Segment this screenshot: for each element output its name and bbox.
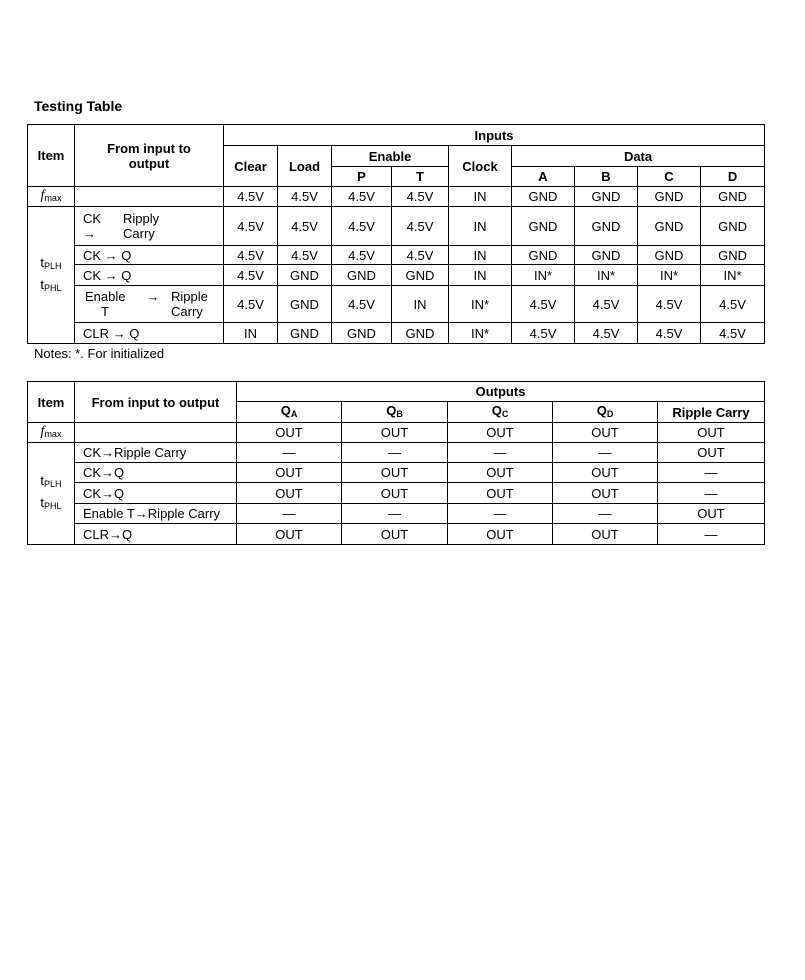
header-item: Item xyxy=(28,125,75,187)
value-cell: GND xyxy=(392,265,449,286)
value-cell: OUT xyxy=(553,524,658,545)
header-qd xyxy=(553,402,658,423)
value-cell: 4.5V xyxy=(638,323,701,344)
value-cell: 4.5V xyxy=(392,187,449,207)
header-ripple-carry: Ripple Carry xyxy=(658,402,765,423)
value-cell: IN xyxy=(449,265,512,286)
value-cell: OUT xyxy=(553,483,658,504)
from-cell: CLR → Q xyxy=(75,323,224,344)
value-cell: GND xyxy=(701,207,765,246)
value-cell: IN* xyxy=(449,323,512,344)
tplh-sub: PLH xyxy=(44,479,62,489)
tphl-label xyxy=(28,277,74,296)
from-part: T xyxy=(101,304,109,319)
from-cell: CK→Ripple Carry xyxy=(75,443,237,463)
header-data: Data xyxy=(512,146,765,167)
value-cell: IN* xyxy=(701,265,765,286)
from-grid xyxy=(83,211,223,241)
value-cell: — xyxy=(237,443,342,463)
from-cell: CK→Q xyxy=(75,483,237,504)
header-qc-sub: C xyxy=(501,408,509,419)
table-row-fmax xyxy=(28,423,765,443)
tplh-sub: PLH xyxy=(44,260,62,271)
item-fmax xyxy=(28,423,75,443)
page-title: Testing Table xyxy=(34,98,123,114)
header-qd-label: Q xyxy=(596,402,607,418)
value-cell: 4.5V xyxy=(224,207,278,246)
header-qa-label: Q xyxy=(280,402,291,418)
value-cell: — xyxy=(342,504,448,524)
value-cell: 4.5V xyxy=(224,187,278,207)
value-cell: OUT xyxy=(237,463,342,483)
value-cell: GND xyxy=(332,265,392,286)
value-cell: 4.5V xyxy=(512,286,575,323)
value-cell: 4.5V xyxy=(278,207,332,246)
header-a: A xyxy=(512,167,575,187)
from-cell: Enable T→Ripple Carry xyxy=(75,504,237,524)
from-part: Ripply xyxy=(123,211,160,226)
table-row xyxy=(28,286,765,323)
value-cell: GND xyxy=(512,246,575,265)
value-cell: GND xyxy=(701,246,765,265)
value-cell: IN* xyxy=(512,265,575,286)
value-cell: — xyxy=(342,443,448,463)
value-cell: 4.5V xyxy=(332,187,392,207)
value-cell: 4.5V xyxy=(332,286,392,323)
value-cell: OUT xyxy=(342,524,448,545)
value-cell: GND xyxy=(638,187,701,207)
from-part: Ripple xyxy=(171,289,208,304)
header-inputs: Inputs xyxy=(224,125,765,146)
value-cell: GND xyxy=(638,246,701,265)
value-cell: GND xyxy=(278,323,332,344)
tphl-t: t xyxy=(40,495,45,510)
from-grid xyxy=(85,289,223,319)
table-row xyxy=(28,246,765,265)
header-qd-sub: D xyxy=(606,408,614,419)
header-qb-sub: B xyxy=(396,408,403,419)
header-qa xyxy=(237,402,342,423)
header-qc xyxy=(448,402,553,423)
from-part: Carry xyxy=(123,226,155,241)
value-cell: IN* xyxy=(449,286,512,323)
header-qa-sub: A xyxy=(290,408,298,419)
from-part: Carry xyxy=(171,304,203,319)
tphl-sub: PHL xyxy=(44,282,62,293)
value-cell: OUT xyxy=(448,463,553,483)
table-row xyxy=(28,443,765,463)
value-cell: — xyxy=(658,483,765,504)
value-cell: GND xyxy=(701,187,765,207)
table-row xyxy=(28,323,765,344)
value-cell: OUT xyxy=(658,504,765,524)
from-part: Enable xyxy=(85,289,126,304)
from-cell: CK → Q xyxy=(75,246,224,265)
value-cell: OUT xyxy=(342,483,448,504)
header-d: D xyxy=(701,167,765,187)
value-cell: 4.5V xyxy=(701,286,765,323)
from-cell: CK → Q xyxy=(75,265,224,286)
value-cell: IN* xyxy=(638,265,701,286)
value-cell: OUT xyxy=(553,423,658,443)
item-fmax xyxy=(28,187,75,207)
tphl-t: t xyxy=(40,276,45,292)
value-cell: IN xyxy=(449,187,512,207)
header-outputs: Outputs xyxy=(237,382,765,402)
notes: Notes: *. For initialized xyxy=(34,346,165,361)
value-cell: 4.5V xyxy=(332,246,392,265)
value-cell: GND xyxy=(278,286,332,323)
value-cell: OUT xyxy=(342,463,448,483)
value-cell: 4.5V xyxy=(224,265,278,286)
value-cell: 4.5V xyxy=(575,323,638,344)
from-cell xyxy=(75,187,224,207)
value-cell: 4.5V xyxy=(278,187,332,207)
value-cell: 4.5V xyxy=(392,207,449,246)
header-load: Load xyxy=(278,146,332,187)
tphl-sub: PHL xyxy=(44,501,62,511)
value-cell: GND xyxy=(392,323,449,344)
value-cell: 4.5V xyxy=(512,323,575,344)
value-cell: — xyxy=(448,443,553,463)
value-cell: IN xyxy=(392,286,449,323)
value-cell: 4.5V xyxy=(701,323,765,344)
from-cell xyxy=(75,286,224,323)
value-cell: OUT xyxy=(237,524,342,545)
value-cell: OUT xyxy=(553,463,658,483)
header-p: P xyxy=(332,167,392,187)
fmax-sub: max xyxy=(44,193,62,203)
value-cell: — xyxy=(658,463,765,483)
value-cell: OUT xyxy=(448,524,553,545)
value-cell: GND xyxy=(575,246,638,265)
header-c: C xyxy=(638,167,701,187)
header-clear: Clear xyxy=(224,146,278,187)
from-cell xyxy=(75,423,237,443)
header-from: From input to output xyxy=(75,125,224,187)
value-cell: GND xyxy=(278,265,332,286)
table-row xyxy=(28,483,765,504)
from-part: → xyxy=(146,289,160,304)
value-cell: 4.5V xyxy=(224,246,278,265)
item-tplh-tphl xyxy=(28,443,75,545)
table-row xyxy=(28,207,765,246)
tplh-label xyxy=(28,473,74,492)
value-cell: GND xyxy=(575,187,638,207)
from-part: CK xyxy=(83,211,102,226)
value-cell: OUT xyxy=(237,483,342,504)
header-t: T xyxy=(392,167,449,187)
from-cell xyxy=(75,207,224,246)
from-cell: CLR→Q xyxy=(75,524,237,545)
value-cell: — xyxy=(553,443,658,463)
value-cell: GND xyxy=(575,207,638,246)
header-enable: Enable xyxy=(332,146,449,167)
value-cell: GND xyxy=(332,323,392,344)
value-cell: OUT xyxy=(342,423,448,443)
value-cell: — xyxy=(658,524,765,545)
value-cell: 4.5V xyxy=(638,286,701,323)
header-from: From input to output xyxy=(75,382,237,423)
value-cell: 4.5V xyxy=(224,286,278,323)
value-cell: 4.5V xyxy=(575,286,638,323)
header-qb xyxy=(342,402,448,423)
value-cell: — xyxy=(237,504,342,524)
testing-outputs-table xyxy=(27,381,765,545)
value-cell: GND xyxy=(512,187,575,207)
value-cell: OUT xyxy=(237,423,342,443)
value-cell: — xyxy=(553,504,658,524)
fmax-f: f xyxy=(40,424,45,439)
value-cell: GND xyxy=(512,207,575,246)
header-clock: Clock xyxy=(449,146,512,187)
header-item: Item xyxy=(28,382,75,423)
value-cell: 4.5V xyxy=(392,246,449,265)
value-cell: IN* xyxy=(575,265,638,286)
value-cell: IN xyxy=(224,323,278,344)
value-cell: GND xyxy=(638,207,701,246)
fmax-f: f xyxy=(40,188,45,203)
value-cell: 4.5V xyxy=(332,207,392,246)
item-tplh-tphl xyxy=(28,207,75,344)
from-part: → xyxy=(83,226,96,241)
value-cell: OUT xyxy=(448,483,553,504)
table-row-fmax xyxy=(28,187,765,207)
header-qc-label: Q xyxy=(491,402,502,418)
value-cell: OUT xyxy=(658,423,765,443)
value-cell: OUT xyxy=(658,443,765,463)
tplh-label xyxy=(28,255,74,274)
value-cell: 4.5V xyxy=(278,246,332,265)
value-cell: — xyxy=(448,504,553,524)
value-cell: IN xyxy=(449,207,512,246)
table-row xyxy=(28,504,765,524)
header-b: B xyxy=(575,167,638,187)
value-cell: IN xyxy=(449,246,512,265)
tplh-t: t xyxy=(40,254,45,270)
testing-inputs-table xyxy=(27,124,765,344)
tphl-label xyxy=(28,495,74,514)
header-qb-label: Q xyxy=(386,402,397,418)
value-cell: OUT xyxy=(448,423,553,443)
table-row xyxy=(28,524,765,545)
tplh-t: t xyxy=(40,473,45,488)
from-cell: CK→Q xyxy=(75,463,237,483)
table-row xyxy=(28,265,765,286)
table-row xyxy=(28,463,765,483)
fmax-sub: max xyxy=(44,429,62,439)
